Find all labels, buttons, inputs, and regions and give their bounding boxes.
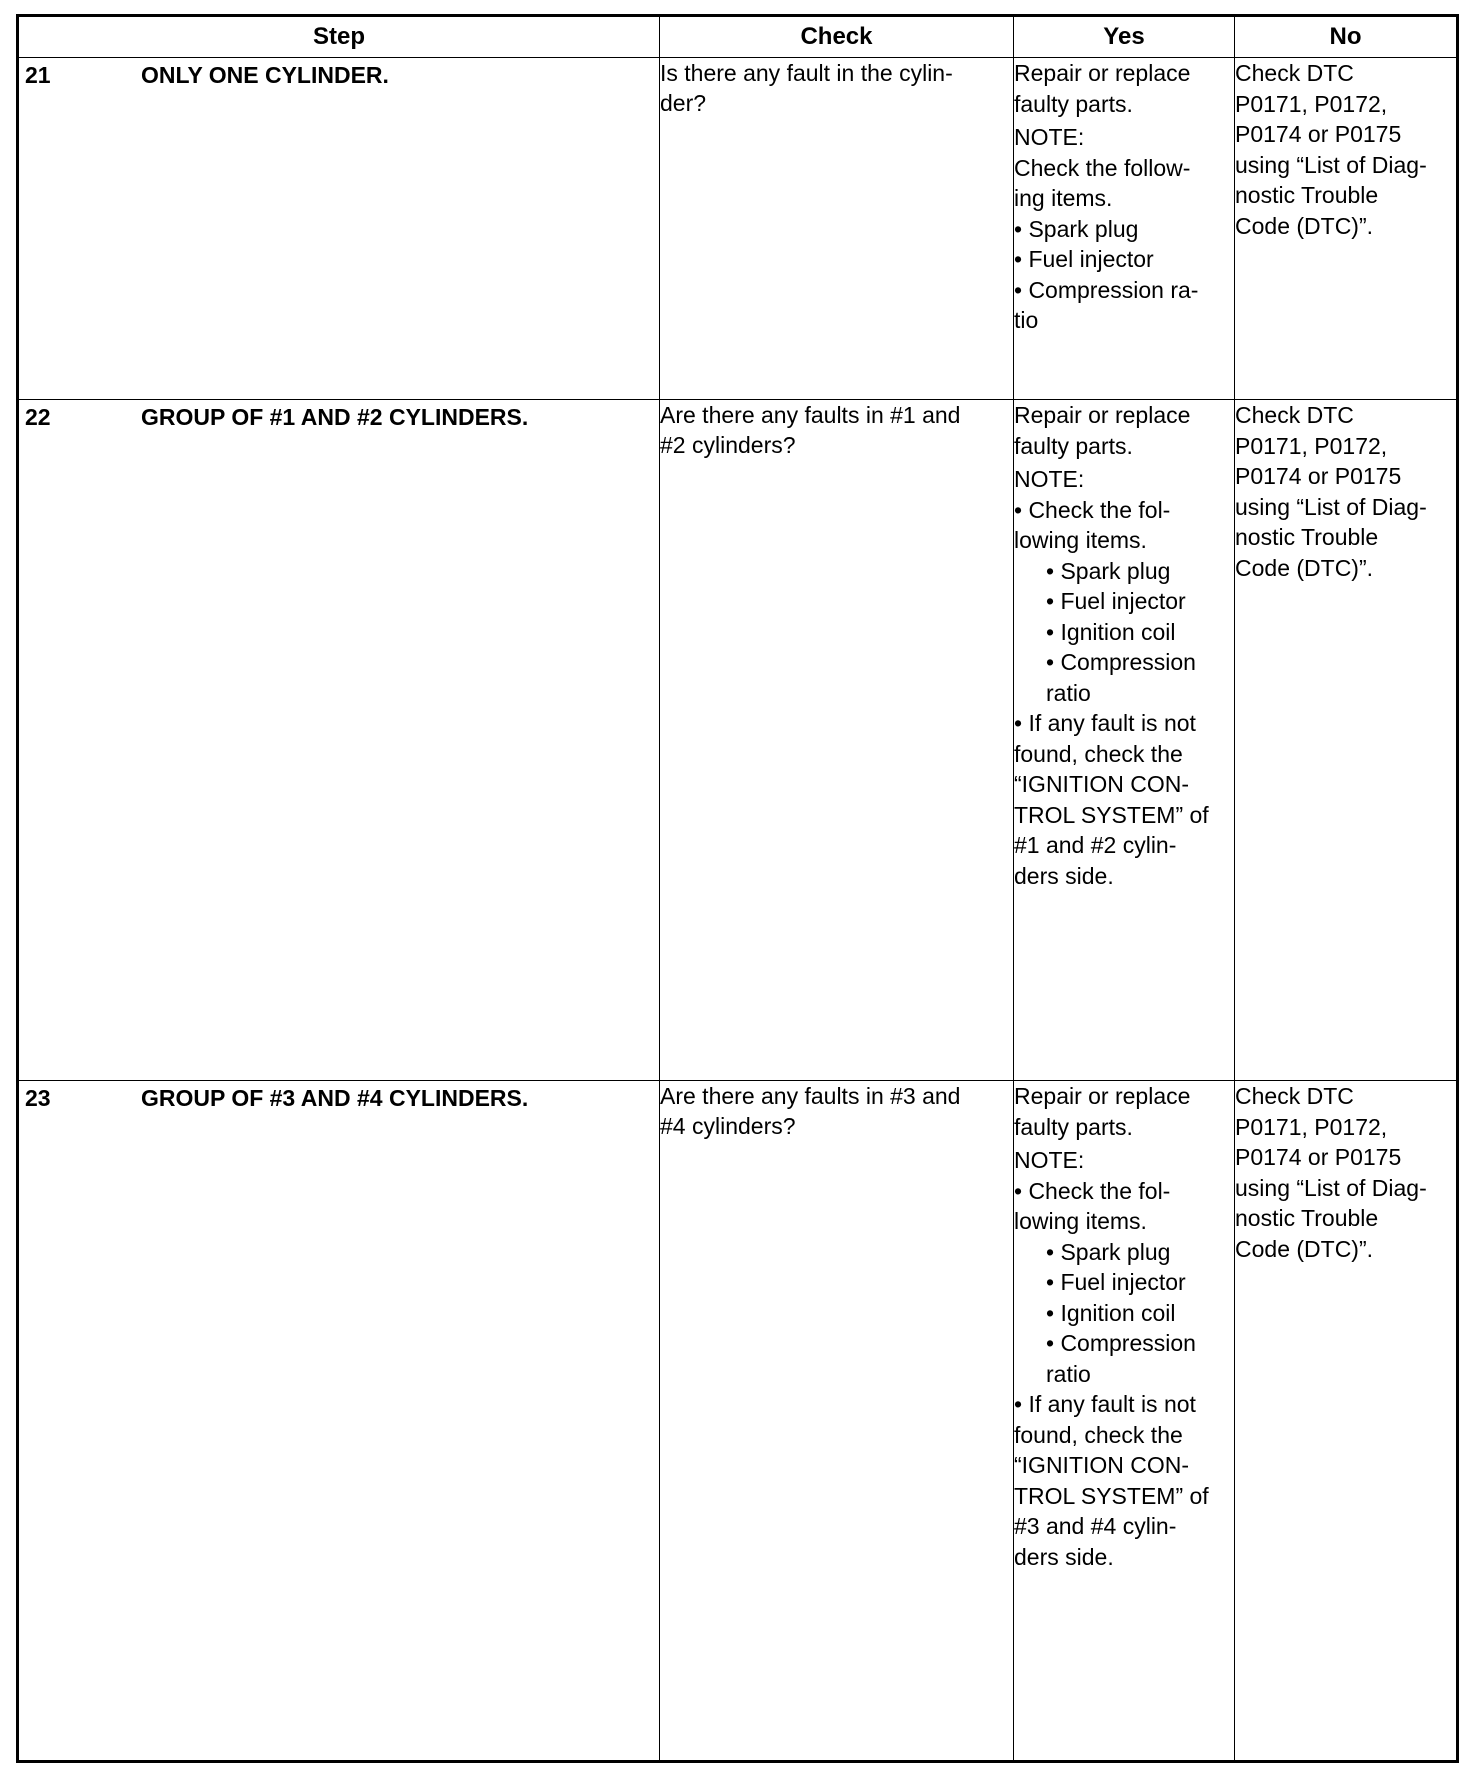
check-line: Are there any faults in #1 and [660,402,961,428]
yes-line: TROL SYSTEM” of [1014,801,1209,828]
yes-line: faulty parts. [1014,432,1133,459]
yes-line: ing items. [1014,185,1113,211]
bullet-item: • If any fault is not [1014,710,1196,736]
bullet-item: • Check the fol- [1014,496,1171,523]
step-cell [18,1081,660,1762]
yes-line: Check the follow- [1014,154,1191,181]
no-cell [1235,58,1458,400]
step-cell [18,58,660,400]
no-line: using “List of Diag- [1235,1174,1427,1201]
note-label: NOTE: [1014,1147,1085,1173]
sub-bullet-item: • Ignition coil [1046,618,1176,645]
yes-line: “IGNITION CON- [1014,771,1190,797]
yes-line: ratio [1046,679,1091,706]
header-no: No [1235,16,1458,58]
bullet-item: • If any fault is not [1014,1391,1196,1417]
check-line: #2 cylinders? [660,432,796,458]
no-line: Check DTC [1235,402,1354,428]
yes-line: “IGNITION CON- [1014,1452,1190,1478]
no-line: P0171, P0172, [1235,432,1388,459]
yes-line: lowing items. [1014,1208,1147,1234]
yes-line: #3 and #4 cylin- [1014,1513,1177,1539]
yes-cell [1014,1081,1235,1762]
yes-line: faulty parts. [1014,90,1133,117]
no-line: P0171, P0172, [1235,90,1388,117]
no-cell [1235,400,1458,1081]
no-line: Code (DTC)”. [1235,554,1374,581]
note-label: NOTE: [1014,466,1085,492]
check-line: Are there any faults in #3 and [660,1083,961,1109]
check-line: Is there any fault in the cylin- [660,60,953,86]
yes-line: #1 and #2 cylin- [1014,832,1177,858]
check-cell [660,58,1014,400]
check-line: der? [660,90,707,116]
yes-cell [1014,58,1235,400]
no-line: nostic Trouble [1235,1205,1379,1231]
step-number: 21 [25,62,51,88]
bullet-item: • Compression ra- [1014,276,1199,303]
sub-bullet-item: • Ignition coil [1046,1299,1176,1326]
yes-line: Repair or replace [1014,402,1191,428]
check-line: #4 cylinders? [660,1113,796,1139]
sub-bullet-item: • Fuel injector [1046,1269,1186,1295]
header-row [18,16,1458,58]
header-yes: Yes [1014,16,1235,58]
no-line: nostic Trouble [1235,524,1379,550]
no-line: Check DTC [1235,60,1354,86]
no-cell [1235,1081,1458,1762]
no-line: nostic Trouble [1235,182,1379,208]
header-check: Check [660,16,1014,58]
header-step: Step [18,16,660,58]
no-line: using “List of Diag- [1235,493,1427,520]
yes-line: Repair or replace [1014,60,1191,86]
no-line: P0174 or P0175 [1235,121,1402,147]
yes-line: lowing items. [1014,527,1147,553]
no-line: Code (DTC)”. [1235,1235,1374,1262]
bullet-item: • Check the fol- [1014,1177,1171,1204]
sub-bullet-item: • Compression [1046,1330,1196,1356]
yes-line: ratio [1046,1360,1091,1387]
yes-line: TROL SYSTEM” of [1014,1482,1209,1509]
yes-cell [1014,400,1235,1081]
yes-line: Repair or replace [1014,1083,1191,1109]
bullet-item: • Spark plug [1014,215,1139,242]
check-cell [660,1081,1014,1762]
table-row [18,1081,1458,1762]
step-number: 23 [25,1085,51,1111]
yes-line: found, check the [1014,740,1183,767]
step-number: 22 [25,404,51,430]
sub-bullet-item: • Compression [1046,649,1196,675]
no-line: P0174 or P0175 [1235,1144,1402,1170]
yes-line: tio [1014,307,1039,333]
table-row [18,400,1458,1081]
yes-line: ders side. [1014,1543,1114,1570]
bullet-item: • Fuel injector [1014,246,1154,272]
note-label: NOTE: [1014,124,1085,150]
diagnostic-table [16,14,1459,1763]
sub-bullet-item: • Spark plug [1046,1238,1171,1265]
no-line: Check DTC [1235,1083,1354,1109]
table-row [18,58,1458,400]
yes-line: ders side. [1014,862,1114,889]
no-line: P0171, P0172, [1235,1113,1388,1140]
step-title: GROUP OF #3 AND #4 CYLINDERS. [141,1085,529,1111]
step-title: GROUP OF #1 AND #2 CYLINDERS. [141,404,529,430]
yes-line: found, check the [1014,1421,1183,1448]
sub-bullet-item: • Fuel injector [1046,588,1186,614]
check-cell [660,400,1014,1081]
sub-bullet-item: • Spark plug [1046,557,1171,584]
no-line: P0174 or P0175 [1235,463,1402,489]
no-line: Code (DTC)”. [1235,212,1374,239]
yes-line: faulty parts. [1014,1113,1133,1140]
no-line: using “List of Diag- [1235,151,1427,178]
step-cell [18,400,660,1081]
step-title: ONLY ONE CYLINDER. [141,62,389,88]
